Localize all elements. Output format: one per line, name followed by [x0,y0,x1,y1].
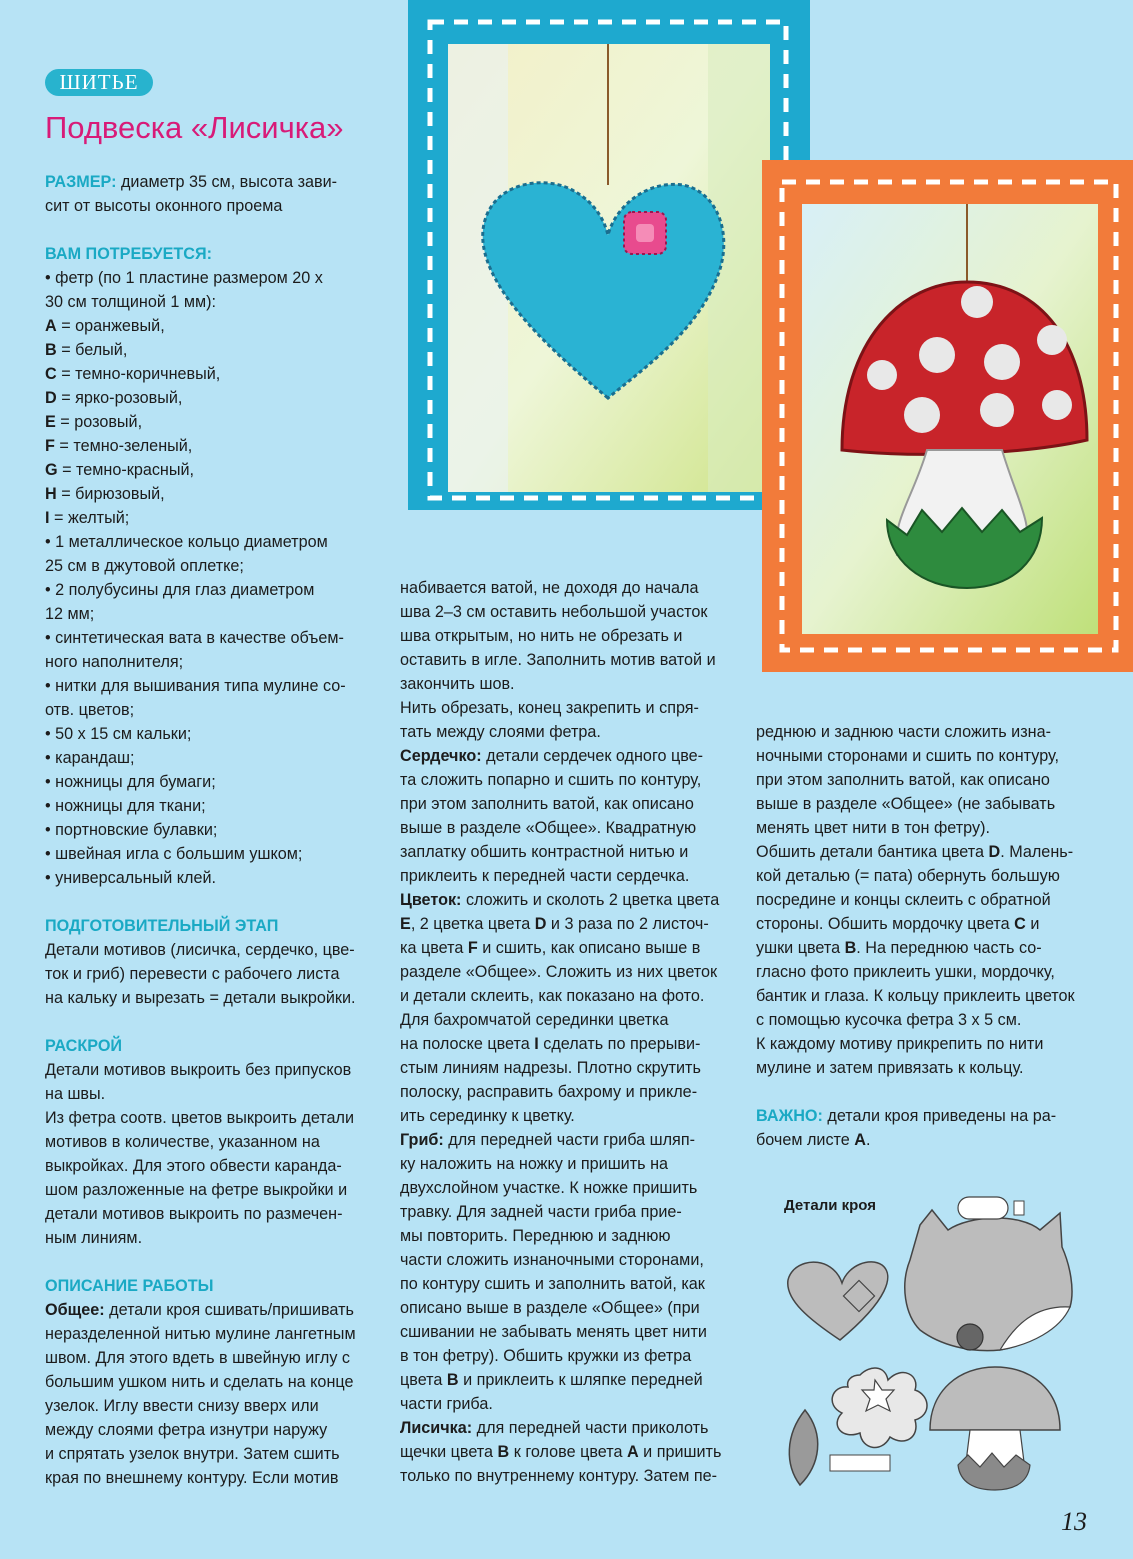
flower-line: Для бахромчатой серединки цветка [400,1011,669,1029]
materials-line: • 2 полубусины для глаз диаметром [45,581,315,599]
general-line: края по внешнему контуру. Если мотив [45,1469,339,1487]
materials-line: 30 см толщиной 1 мм): [45,293,217,311]
general-line: большим ушком нить и сделать на конце [45,1373,354,1391]
important-line: ВАЖНО: детали кроя приведены на ра- [756,1107,1057,1125]
flower-line: стым линиям надрезы. Плотно скрутить [400,1059,701,1077]
materials-line: • 1 металлическое кольцо диаметром [45,533,328,551]
general-line: швом. Для этого вдеть в швейную иглу с [45,1349,350,1367]
mushroom-line: двухслойном участке. К ножке пришить [400,1179,698,1197]
column-1 [45,170,385,1490]
cut-line: мотивов в количестве, указанном на [45,1133,320,1151]
general-line: узелок. Иглу ввести снизу вверх или [45,1397,319,1415]
text-line: реднюю и заднюю части сложить изна- [756,723,1051,741]
fox-line: щечки цвета B к голове цвета A и пришить [400,1443,722,1461]
mushroom-line: в тон фетру). Обшить кружки из фетра [400,1347,692,1365]
flower-line: разделе «Общее». Сложить из них цветок [400,963,718,981]
prep-heading: ПОДГОТОВИТЕЛЬНЫЙ ЭТАП [45,917,279,935]
cut-line: выкройках. Для этого обвести каранда- [45,1157,342,1175]
size-line [45,170,385,194]
size-label: РАЗМЕР: [45,173,117,191]
text-line: К каждому мотиву прикрепить по нити [756,1035,1044,1053]
materials-line: 12 мм; [45,605,95,623]
text-line: стороны. Обшить мордочку цвета C и [756,915,1040,933]
flower-line: Цветок: сложить и сколоть 2 цветка цвета [400,891,720,909]
heart-line: заплатку обшить контрастной нитью и [400,843,689,861]
felt-line: C = темно-коричневый, [45,365,221,383]
heart-line: Сердечко: детали сердечек одного цве- [400,747,704,765]
felt-line: E = розовый, [45,413,143,431]
text-line: гласно фото приклеить ушки, мордочку, [756,963,1055,981]
text-line: Обшить детали бантика цвета D. Малень- [756,843,1074,861]
materials-line: • ножницы для бумаги; [45,773,216,791]
page-title: Подвеска «Лисичка» [45,110,344,145]
materials-line: • ножницы для ткани; [45,797,206,815]
page-number: 13 [1061,1507,1087,1536]
materials-heading: ВАМ ПОТРЕБУЕТСЯ: [45,245,212,263]
text-line: оставить в игле. Заполнить мотив ватой и [400,651,716,669]
size-text-2: сит от высоты оконного проема [45,197,283,215]
heart-line: та сложить попарно и сшить по контуру, [400,771,702,789]
felt-line: F = темно-зеленый, [45,437,193,455]
mushroom-line: цвета B и приклеить к шляпке передней [400,1371,703,1389]
mushroom-line: части сложить изнаночными сторонами, [400,1251,704,1269]
text-line: шва 2–3 см оставить небольшой участок [400,603,708,621]
fox-line: Лисичка: для передней части приколоть [400,1419,709,1437]
text-line: тать между слоями фетра. [400,723,601,741]
cut-line: детали мотивов выкроить по размечен- [45,1205,343,1223]
pattern-diagram [770,1185,1110,1495]
mushroom-line: по контуру сшить и заполнить ватой, как [400,1275,705,1293]
text-line: при этом заполнить ватой, как описано [756,771,1050,789]
text-line: шва открытым, но нить не обрезать и [400,627,683,645]
prep-line: ток и гриб) перевести с рабочего листа [45,965,340,983]
general-line: Общее: детали кроя сшивать/пришивать [45,1301,354,1319]
general-line: между слоями фетра изнутри наружу [45,1421,328,1439]
mushroom-line: травку. Для задней части гриба прие- [400,1203,682,1221]
cut-line: на швы. [45,1085,106,1103]
text-line: с помощью кусочка фетра 3 х 5 см. [756,1011,1022,1029]
section-badge: ШИТЬЕ [45,69,153,96]
heart-line: выше в разделе «Общее». Квадратную [400,819,697,837]
materials-line: • карандаш; [45,749,135,767]
mushroom-photo [762,160,1133,672]
text-line: мулине и затем привязать к кольцу. [756,1059,1024,1077]
text-line: менять цвет нити в тон фетру). [756,819,990,837]
cut-line: ным линиям. [45,1229,143,1247]
pattern-label: Детали кроя [784,1197,877,1214]
felt-line: B = белый, [45,341,128,359]
mushroom-line: сшивании не забывать менять цвет нити [400,1323,707,1341]
felt-line: D = ярко-розовый, [45,389,183,407]
materials-line: • нитки для вышивания типа мулине со- [45,677,346,695]
cut-heading: РАСКРОЙ [45,1037,123,1055]
pattern-pieces [770,1185,1110,1495]
prep-line: на кальку и вырезать = детали выкройки. [45,989,356,1007]
text-line: бантик и глаза. К кольцу приклеить цветок [756,987,1075,1005]
heart-photo [408,0,810,510]
mushroom-line: части гриба. [400,1395,493,1413]
text-line: ушки цвета B. На переднюю часть со- [756,939,1042,957]
materials-line: ного наполнителя; [45,653,184,671]
materials-line: • швейная игла с большим ушком; [45,845,303,863]
flower-line: на полоске цвета I сделать по прерыви- [400,1035,701,1053]
materials-line: отв. цветов; [45,701,135,719]
materials-line: • фетр (по 1 пластине размером 20 х [45,269,323,287]
text-line: ночными сторонами и сшить по контуру, [756,747,1059,765]
text-line: выше в разделе «Общее» (не забывать [756,795,1056,813]
general-line: неразделенной нитью мулине лангетным [45,1325,356,1343]
cut-line: Из фетра соотв. цветов выкроить детали [45,1109,355,1127]
important-line: бочем листе A. [756,1131,871,1149]
size-text: диаметр 35 см, высота зави- [116,173,338,191]
text-line: закончить шов. [400,675,515,693]
materials-line: 25 см в джутовой оплетке; [45,557,244,575]
work-heading: ОПИСАНИЕ РАБОТЫ [45,1277,214,1295]
flower-line: ка цвета F и сшить, как описано выше в [400,939,701,957]
flower-line: полоску, расправить бахрому и прикле- [400,1083,698,1101]
heart-line: приклеить к передней части сердечка. [400,867,690,885]
flower-line: ить серединку к цветку. [400,1107,575,1125]
materials-line: • портновские булавки; [45,821,218,839]
felt-line: H = бирюзовый, [45,485,165,503]
felt-line: A = оранжевый, [45,317,165,335]
cut-line: Детали мотивов выкроить без припусков [45,1061,352,1079]
felt-line: G = темно-красный, [45,461,195,479]
flower-line: E, 2 цветка цвета D и 3 раза по 2 листоч- [400,915,709,933]
fox-line: только по внутреннему контуру. Затем пе- [400,1467,718,1485]
text-line: набивается ватой, не доходя до начала [400,579,699,597]
mushroom-line: описано выше в разделе «Общее» (при [400,1299,700,1317]
general-line: и спрятать узелок внутри. Затем сшить [45,1445,340,1463]
text-line: посредине и концы склеить с обратной [756,891,1051,909]
mushroom-line: ку наложить на ножку и пришить на [400,1155,669,1173]
column-2 [400,576,745,1488]
mushroom-line: Гриб: для передней части гриба шляп- [400,1131,695,1149]
text-line: кой деталью (= пата) обернуть большую [756,867,1060,885]
materials-line: • синтетическая вата в качестве объем- [45,629,344,647]
prep-line: Детали мотивов (лисичка, сердечко, цве- [45,941,355,959]
felt-line: I = желтый; [45,509,130,527]
text-line: Нить обрезать, конец закрепить и спря- [400,699,699,717]
mushroom-line: мы повторить. Переднюю и заднюю [400,1227,671,1245]
materials-line: • 50 х 15 см кальки; [45,725,192,743]
cut-line: шом разложенные на фетре выкройки и [45,1181,348,1199]
materials-line: • универсальный клей. [45,869,217,887]
heart-line: при этом заполнить ватой, как описано [400,795,694,813]
column-3 [756,720,1101,1152]
flower-line: и детали склеить, как показано на фото. [400,987,705,1005]
